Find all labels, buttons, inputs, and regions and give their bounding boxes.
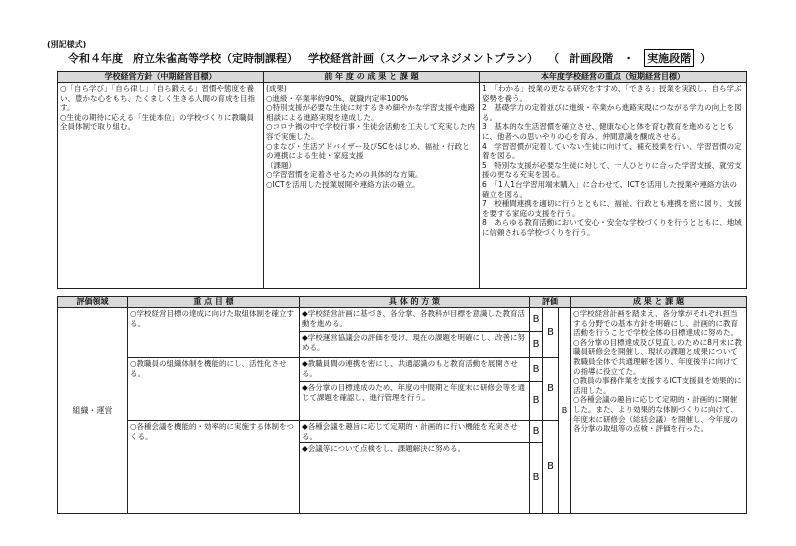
previous-line: （課題） [266, 160, 296, 170]
policy-header: 学校経営方針（中期経営目標） [58, 72, 264, 83]
stage-implementation-selected: 実施段階 [644, 49, 694, 67]
action-grade: B [530, 358, 542, 382]
focus-line: 2 基礎学力の定着並びに進級・卒業から進路実現につながる学力の向上を図る。 [482, 103, 742, 122]
evaluation-table [57, 296, 747, 514]
school-name: 府立朱雀高等学校（定時制課程） [133, 52, 298, 65]
method-cell [300, 421, 530, 514]
goal-cell: ○学校経営目標の達成に向けた取組体制を確立する。 [128, 308, 300, 358]
focus-line: 8 あらゆる教育活動において安心・安全な学校づくりを行うとともに、地域に信頼される学校づくりを行う。 [482, 218, 742, 237]
stage-separator: ・ [623, 52, 635, 65]
focus-line: 3 基本的な生活習慣を確立させ、健康な心と体を育む教育を進めるとともに、他者への思いやりの心を育み、仲間意識を醸成させる。 [482, 122, 735, 141]
form-label: (別記様式) [47, 40, 87, 49]
result-line: ○教員の事務作業を支援するICT支援員を効果的に活用した。 [573, 376, 742, 395]
focus-line: 5 特別な支援が必要な生徒に対して、一人ひとりに合った学習支援、就労支援の更なる充実を図る。 [482, 160, 742, 180]
action-grade-cell [530, 308, 543, 358]
action-grade: B [530, 308, 542, 332]
focus-line: 1 「わかる」授業の更なる研究をすすめ、「できる」授業を実践し、自ら学ぶ姿勢を養う。 [482, 84, 742, 103]
management-plan-table [57, 71, 747, 289]
focus-line: 6 「1人1台学習用端末購入」に合わせて、ICTを活用した授業や連絡方法の確立を図る。 [482, 179, 737, 199]
result-cell [571, 308, 747, 514]
previous-results-header: 前 年 度 の 成 果 と 課 題 [264, 72, 480, 83]
previous-line: (成果) [266, 84, 287, 93]
method-cell [300, 308, 530, 358]
goal-grade-cell [543, 358, 559, 421]
action-grade: B [532, 472, 540, 484]
goal-cell: ○各種会議を機能的・効率的に実施する体制をつくる。 [128, 421, 300, 514]
action-item: ◆学校経営計画に基づき、各分掌、各教科が目標を意識した教育活動を進める。 [300, 308, 529, 332]
paren-close: ） [700, 52, 712, 65]
action-grade: B [532, 395, 540, 407]
previous-line: ○特別支援が必要な生徒に対するきめ細やかな学習支援や進路相談による進路実現を達成した。 [266, 103, 476, 122]
previous-line: ○まなび・生活アドバイザー及びSCをはじめ、福祉・行政との連携による生徒・家庭支援 [266, 141, 470, 161]
focus-line: 7 校種間連携を適切に行うとともに、福祉、行政とも連携を密に図り、支援を要する家庭の支援を行う。 [482, 199, 742, 218]
policy-cell [58, 83, 264, 289]
goal-grade-cell [543, 308, 559, 358]
method-header: 具 体 的 方 策 [300, 297, 530, 308]
action-grade-cell [530, 358, 543, 421]
goal-grade: B [547, 461, 554, 473]
goal-cell: ○教職員の組織体制を機能的にし、活性化させる。 [128, 358, 300, 421]
result-line: ○各種会議の趣旨に応じて定期的・計画的に開催した。また、より効果的な体制づくりに向けて、年度末に研修会（総括会議）を開催し、今年度の各分掌の取組等の点検・評価を行った。 [573, 395, 739, 434]
previous-line: ○進級・卒業率約90%、就職内定率100% [266, 93, 409, 103]
action-item: ◆会議等について点検をし、課題解決に努める。 [302, 444, 466, 453]
previous-results-cell [264, 83, 480, 289]
result-line: ○各分掌の目標達成及び見直しのために8月末に教職員研修会を開催し、現状の課題と成果について教職員全体で共通理解を図り、年度後半に向けての指導に役立てた。 [573, 337, 742, 376]
area-header: 評価領域 [58, 297, 128, 308]
previous-line: ○ICTを活用した授業展開や連絡方法の確立。 [266, 179, 420, 189]
goal-grade: B [547, 383, 554, 395]
focus-cell [480, 83, 747, 289]
policy-line: ○「自ら学び」「自ら律し」「自ら鍛える」習慣や態度を養い、豊かな心をもち、たくましく生きる人間の育成を目指す。 [60, 84, 255, 113]
stage-plan: 計画段階 [569, 52, 614, 65]
action-item: ◆教職員間の連携を密にし、共通認識のもと教育活動を展開させる。 [300, 358, 529, 382]
focus-line: 4 学習習慣が定着していない生徒に向けて、補充授業を行い、学習習慣の定着を図る。 [482, 141, 742, 161]
document-title [68, 50, 758, 66]
grade-header: 評価 [530, 297, 571, 308]
evaluation-area: 組織・運営 [58, 308, 128, 514]
result-header: 成 果 と 課 題 [571, 297, 747, 308]
paren-open: （ [548, 52, 560, 65]
action-item: ◆学校運営協議会の評価を受け、現在の課題を明確にし、改善に努める。 [302, 333, 525, 352]
action-grade: B [532, 338, 540, 350]
previous-line: ○コロナ禍の中で学校行事・生徒会活動を工夫して充実した内容で実施した。 [266, 122, 476, 141]
method-cell [300, 358, 530, 421]
action-item: ◆各種会議を趣旨に応じて定期的・計画的に行い機能を充実させる。 [300, 421, 529, 443]
action-grade: B [530, 421, 542, 443]
overall-grade: B [559, 308, 571, 514]
plan-title: 学校経営計画（スクールマネジメントプラン） [308, 52, 539, 65]
previous-line: ○学習習慣を定着させるための具体的な方策。 [266, 170, 423, 180]
policy-line: ○生徒の期待に応える「生徒本位」の学校づくりに教職員全員体制で取り組む。 [60, 112, 255, 132]
goal-grade-cell [543, 421, 559, 514]
result-line: ○学校経営計画を踏まえ、各分掌がそれぞれ担当する分野での基本方針を明確にし、計画的に教育活動を行うことで学校全体の目標達成に努めた。 [573, 309, 739, 338]
action-item: ◆各分掌の目標達成のため、年度の中間期と年度末に研修会等を通じて課題を確認し、進行管理を行う。 [302, 383, 525, 402]
action-grade-cell [530, 421, 543, 514]
goal-header: 重 点 目 標 [128, 297, 300, 308]
fiscal-year: 令和４年度 [68, 52, 123, 65]
goal-grade: B [547, 326, 554, 338]
focus-header: 本年度学校経営の重点（短期経営目標） [480, 72, 747, 83]
